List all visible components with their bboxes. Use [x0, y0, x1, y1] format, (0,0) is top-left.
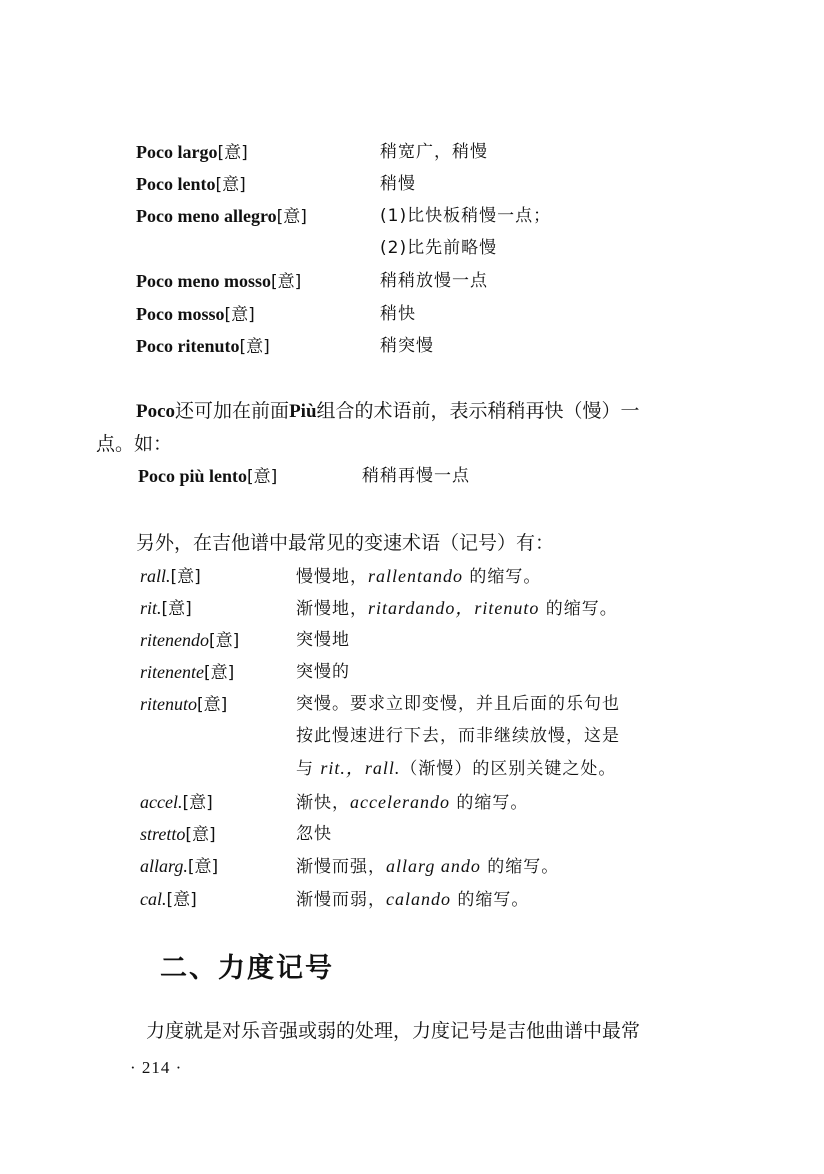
tempo-term-row	[140, 596, 192, 621]
term-name: cal.	[140, 889, 167, 909]
term-name: accel.	[140, 792, 183, 812]
italic-term: accelerando	[350, 792, 450, 812]
page-number: · 214 ·	[130, 1058, 183, 1077]
definition-text: 的缩写。	[480, 857, 560, 877]
term-lang: [意]	[209, 631, 240, 651]
term-definition: (2)比先前略慢	[380, 238, 498, 258]
paragraph-line: 点。如：	[96, 433, 173, 455]
term-lang: [意]	[185, 825, 216, 845]
term-row	[136, 302, 255, 327]
italic-term: rallentando	[368, 566, 463, 586]
term-row	[136, 269, 301, 294]
term-lang: [意]	[215, 175, 246, 195]
tempo-term-row	[140, 822, 216, 847]
term-name: Poco ritenuto	[136, 336, 240, 356]
term-definition	[296, 724, 620, 748]
term-lang: [意]	[197, 695, 228, 715]
term-lang: [意]	[203, 663, 235, 683]
tempo-term-row	[140, 692, 227, 717]
paragraph-line	[136, 398, 640, 425]
term-name: ritenente	[140, 662, 204, 682]
term-definition	[296, 756, 616, 781]
definition-text: 突慢地	[296, 630, 350, 650]
definition-text: 的缩写。	[451, 890, 530, 910]
tempo-term-row	[140, 854, 218, 879]
tempo-term-row	[140, 564, 201, 589]
term-lang: [意]	[217, 143, 248, 163]
definition-text: 渐慢而弱，	[296, 890, 386, 910]
section-heading: 二、力度记号	[160, 953, 334, 984]
term-lang: [意]	[170, 567, 201, 587]
term-name: Poco meno mosso	[136, 271, 271, 291]
definition-text: 按此慢速进行下去，而非继续放慢，这是	[296, 726, 620, 746]
italic-term: rit.，rall.	[320, 758, 401, 778]
term-name: stretto	[140, 824, 186, 844]
term-definition	[296, 628, 350, 652]
definition-text: 与	[296, 759, 321, 779]
term-lang: [意]	[270, 272, 302, 292]
definition-text: 突慢。要求立即变慢，并且后面的乐句也	[296, 694, 620, 714]
definition-text: 忽快	[296, 824, 332, 844]
term-definition	[296, 887, 529, 912]
definition-text: 的缩写。	[463, 567, 542, 587]
term-name: Poco lento	[136, 174, 216, 194]
term-definition: 稍稍再慢一点	[362, 466, 470, 486]
term-definition	[296, 854, 559, 879]
bold-term: Poco	[136, 401, 176, 422]
term-lang: [意]	[182, 793, 213, 813]
italic-term: calando	[386, 889, 451, 909]
term-definition: (1)比快板稍慢一点；	[380, 206, 552, 226]
term-definition	[296, 564, 541, 589]
term-definition: 稍快	[380, 304, 416, 324]
example-row	[138, 464, 277, 489]
tempo-term-row	[140, 628, 239, 653]
paragraph-line: 另外，在吉他谱中最常见的变速术语（记号）有：	[136, 532, 555, 554]
italic-term: allarg ando	[386, 856, 481, 876]
term-row	[136, 334, 270, 359]
term-lang: [意]	[187, 857, 219, 877]
term-lang: [意]	[247, 467, 278, 487]
term-definition: 稍稍放慢一点	[380, 271, 488, 291]
term-name: Poco meno allegro	[136, 206, 277, 226]
term-row	[136, 140, 248, 165]
term-definition: 稍宽广，稍慢	[380, 142, 488, 162]
definition-text: 渐慢而强，	[296, 857, 386, 877]
term-row	[136, 172, 246, 197]
term-lang: [意]	[224, 305, 255, 325]
tempo-term-row	[140, 790, 213, 815]
italic-term: ritardando，ritenuto	[368, 598, 540, 618]
term-name: Poco più lento	[138, 466, 248, 486]
definition-text: 的缩写。	[539, 599, 618, 619]
term-row	[136, 204, 307, 229]
term-lang: [意]	[166, 890, 197, 910]
definition-text: （渐慢）的区别关键之处。	[400, 759, 617, 779]
term-name: allarg.	[140, 856, 188, 876]
term-name: Poco mosso	[136, 304, 225, 324]
tempo-term-row	[140, 660, 234, 685]
term-definition	[296, 790, 528, 815]
term-lang: [意]	[276, 207, 307, 227]
tempo-term-row	[140, 887, 197, 912]
definition-text: 渐快，	[296, 793, 350, 813]
term-definition	[296, 692, 620, 716]
term-definition: 稍突慢	[380, 336, 434, 356]
paragraph-line: 力度就是对乐音强或弱的处理，力度记号是吉他曲谱中最常	[146, 1020, 641, 1042]
term-name: rit.	[140, 598, 162, 618]
term-definition	[296, 660, 350, 684]
term-lang: [意]	[161, 599, 192, 619]
term-name: Poco largo	[136, 142, 218, 162]
term-name: rall.	[140, 566, 171, 586]
definition-text: 突慢的	[296, 662, 350, 682]
term-definition	[296, 596, 618, 621]
definition-text: 渐慢地，	[296, 599, 368, 619]
term-name: ritenuto	[140, 694, 197, 714]
definition-text: 慢慢地，	[296, 567, 368, 587]
term-lang: [意]	[239, 337, 270, 357]
paragraph-text: 组合的术语前，表示稍稍再快（慢）一	[316, 400, 640, 422]
bold-term: Più	[289, 401, 317, 422]
term-definition	[296, 822, 332, 846]
definition-text: 的缩写。	[449, 793, 529, 813]
term-name: ritenendo	[140, 630, 209, 650]
paragraph-text: 还可加在前面	[175, 400, 290, 422]
term-definition: 稍慢	[380, 174, 416, 194]
